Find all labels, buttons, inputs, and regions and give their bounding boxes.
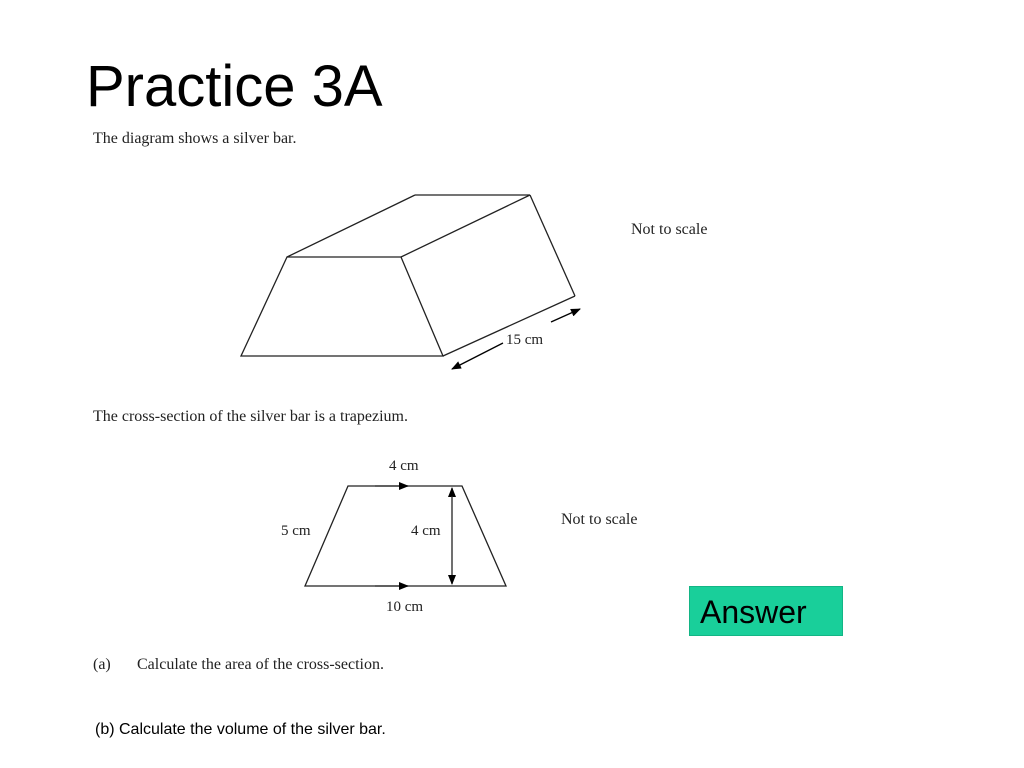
prism-front-face: [241, 257, 443, 356]
part-b-question: (b) Calculate the volume of the silver bar.: [95, 721, 386, 738]
answer-button[interactable]: Answer: [689, 586, 843, 636]
prism-edge-top-left: [287, 195, 415, 257]
trapezium-top-label: 4 cm: [389, 458, 419, 474]
length-label: 15 cm: [506, 332, 544, 348]
cross-section-text: The cross-section of the silver bar is a trapezium.: [93, 408, 408, 425]
trapezium-bottom-label: 10 cm: [386, 599, 424, 615]
prism-edge-back-right: [530, 195, 575, 296]
part-a-question: [93, 656, 384, 674]
slide-title: Practice 3A: [86, 54, 383, 119]
part-a-label: (a): [93, 656, 111, 673]
part-a-text: Calculate the area of the cross-section.: [137, 656, 384, 673]
not-to-scale-note-1: Not to scale: [631, 221, 708, 238]
trapezium-outline: [305, 486, 506, 586]
not-to-scale-note-2: Not to scale: [561, 511, 638, 528]
trapezium-height-label: 4 cm: [411, 523, 441, 539]
prism-edge-top-right: [401, 195, 530, 257]
trapezium-side-label: 5 cm: [281, 523, 311, 539]
trapezium-drawing: [305, 486, 506, 586]
intro-text: The diagram shows a silver bar.: [93, 130, 297, 147]
